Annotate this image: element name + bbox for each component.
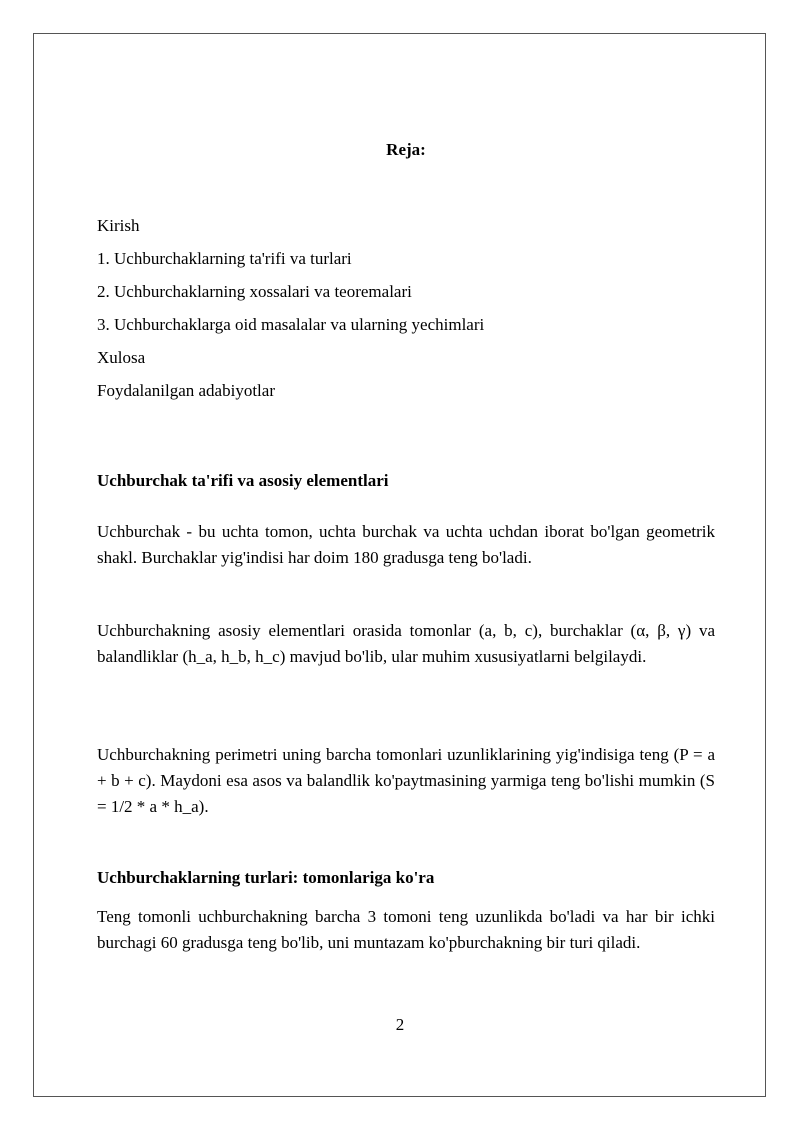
- toc-item: 1. Uchburchaklarning ta'rifi va turlari: [97, 249, 352, 268]
- toc-item: Foydalanilgan adabiyotlar: [97, 381, 275, 400]
- toc-item: 2. Uchburchaklarning xossalari va teoremalari: [97, 282, 412, 301]
- toc-item: Xulosa: [97, 348, 146, 367]
- toc-item: 3. Uchburchaklarga oid masalalar va ularning yechimlari: [97, 315, 485, 334]
- paragraph: Uchburchakning asosiy elementlari orasida tomonlar (a, b, c), burchaklar (α, β, γ) va balandliklar (h_a, h_b, h_c) mavjud bo'lib, ular muhim xususiyatlarni belgilaydi.: [97, 621, 715, 666]
- table-of-contents: [97, 209, 715, 407]
- toc-item: Kirish: [97, 216, 140, 235]
- section-heading: Uchburchaklarning turlari: tomonlariga ko'ra: [97, 868, 435, 887]
- paragraph: Teng tomonli uchburchakning barcha 3 tomoni teng uzunlikda bo'ladi va har bir ichki burchagi 60 gradusga teng bo'lib, uni muntazam ko'pburchakning bir turi qiladi.: [97, 907, 715, 952]
- page-number: 2: [395, 1015, 405, 1034]
- section-heading: Uchburchak ta'rifi va asosiy elementlari: [97, 471, 389, 490]
- document-title: Reja:: [386, 140, 426, 159]
- paragraph: Uchburchak - bu uchta tomon, uchta burchak va uchta uchdan iborat bo'lgan geometrik shakl. Burchaklar yig'indisi har doim 180 gradusga teng bo'ladi.: [97, 522, 715, 567]
- paragraph: Uchburchakning perimetri uning barcha tomonlari uzunliklarining yig'indisiga teng (P = a + b + c). Maydoni esa asos va balandlik ko'paytmasining yarmiga teng bo'lishi mumkin (S = 1/2 * a * h_a).: [97, 745, 715, 816]
